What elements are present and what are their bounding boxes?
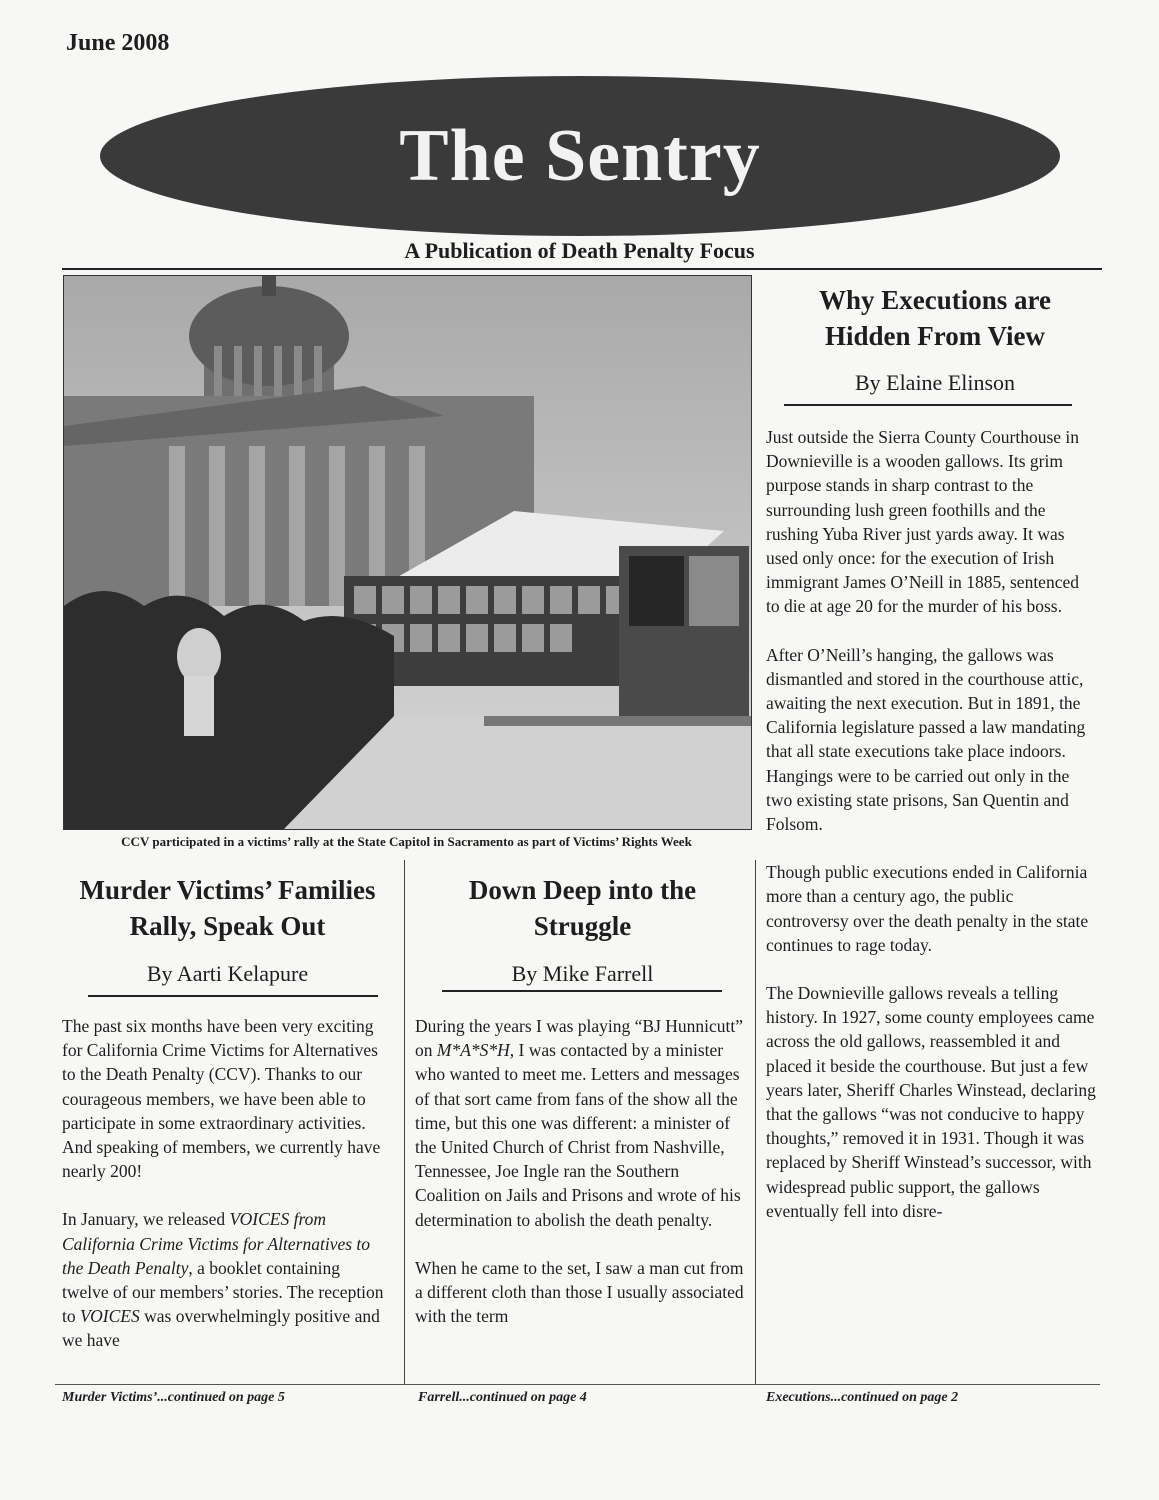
capitol-rally-image bbox=[64, 276, 751, 829]
rally-photo bbox=[63, 275, 752, 830]
struggle-continued[interactable]: Farrell...continued on page 4 bbox=[418, 1390, 587, 1405]
publication-subtitle: A Publication of Death Penalty Focus bbox=[404, 238, 755, 263]
executions-body bbox=[766, 425, 1096, 1247]
victims-byline: By Aarti Kelapure bbox=[146, 961, 309, 986]
header-rule bbox=[62, 268, 1102, 270]
struggle-byline-rule bbox=[442, 990, 722, 992]
executions-paragraph: After O’Neill’s hanging, the gallows was dismantled and stored in the courthouse attic, awaiting the next execution. But in 1891, the California legislature passed a law mandating that all state executions take place indoors. Hangings were to be carried out only in the two existing state prisons, San Quentin and Folsom. bbox=[766, 644, 1086, 835]
victims-headline: Murder Victims’ Families Rally, Speak Out bbox=[79, 875, 376, 941]
struggle-byline: By Mike Farrell bbox=[511, 961, 654, 986]
executions-paragraph: Though public executions ended in California more than a century ago, the public controversy over the death penalty in the state continues to rage today. bbox=[766, 862, 1089, 955]
photo-caption: CCV participated in a victims’ rally at the State Capitol in Sacramento as part of Victims’ Rights Week bbox=[121, 834, 692, 849]
executions-headline: Why Executions are Hidden From View bbox=[818, 285, 1051, 351]
show-title: M*A*S*H bbox=[436, 1040, 510, 1061]
victims-paragraph: The past six months have been very exciting for California Crime Victims for Alternatives to the Death Penalty (CCV). Thanks to our courageous members, we have been able to participate in some extraordinary activities. And speaking of members, we currently have nearly 200! bbox=[62, 1016, 381, 1182]
executions-continued[interactable]: Executions...continued on page 2 bbox=[766, 1390, 959, 1405]
victims-body bbox=[62, 1014, 390, 1377]
column-divider bbox=[755, 860, 756, 1385]
executions-byline-rule bbox=[784, 404, 1072, 406]
executions-byline: By Elaine Elinson bbox=[854, 370, 1016, 395]
struggle-headline: Down Deep into the Struggle bbox=[468, 875, 697, 941]
struggle-body bbox=[415, 1014, 745, 1352]
newsletter-title: The Sentry bbox=[399, 114, 761, 197]
footer-rule bbox=[55, 1384, 1100, 1385]
struggle-paragraph: During the years I was playing “BJ Hunnicutt” on M*A*S*H, I was contacted by a minister who wanted to meet me. Letters and messages of that sort came from fans of the show all the time, but this one was different: a minister of the United Church of Christ from Nashville, Tennessee, Joe Ingle ran the Southern Coalition on Jails and Prisons and wrote of his determination to abolish the death penalty. bbox=[415, 1016, 744, 1230]
column-divider bbox=[404, 860, 405, 1385]
masthead-oval bbox=[100, 76, 1060, 236]
executions-paragraph: The Downieville gallows reveals a telling history. In 1927, some county employees came across the old gallows, reassembled it and placed it beside the courthouse. But just a few years later, Sheriff Charles Winstead, declaring that the gallows “was not conducive to happy thoughts,” removed it in 1931. Though it was replaced by Sheriff Winstead’s successor, with widespread public support, the gallows eventually fell into disre- bbox=[766, 983, 1096, 1221]
victims-byline-rule bbox=[88, 995, 378, 997]
issue-date: June 2008 bbox=[66, 30, 170, 56]
executions-paragraph: Just outside the Sierra County Courthouse in Downieville is a wooden gallows. Its grim purpose stands in sharp contrast to the surrounding lush green foothills and the rushing Yuba River just yards away. It was used only once: for the execution of Irish immigrant James O’Neill in 1885, sentenced to die at age 20 for the murder of his boss. bbox=[766, 427, 1080, 617]
booklet-short-title: VOICES bbox=[80, 1306, 140, 1327]
victims-paragraph: In January, we released VOICES from California Crime Victims for Alternatives to the Death Penalty, a booklet containing twelve of our members’ stories. The reception to VOICES was overwhelmingly positive and we have bbox=[62, 1209, 384, 1351]
victims-continued[interactable]: Murder Victims’...continued on page 5 bbox=[62, 1390, 285, 1405]
booklet-title: VOICES from California Crime Victims for Alternatives to the Death Penalty bbox=[62, 1209, 371, 1278]
struggle-paragraph: When he came to the set, I saw a man cut from a different cloth than those I usually associated with the term bbox=[415, 1257, 744, 1327]
